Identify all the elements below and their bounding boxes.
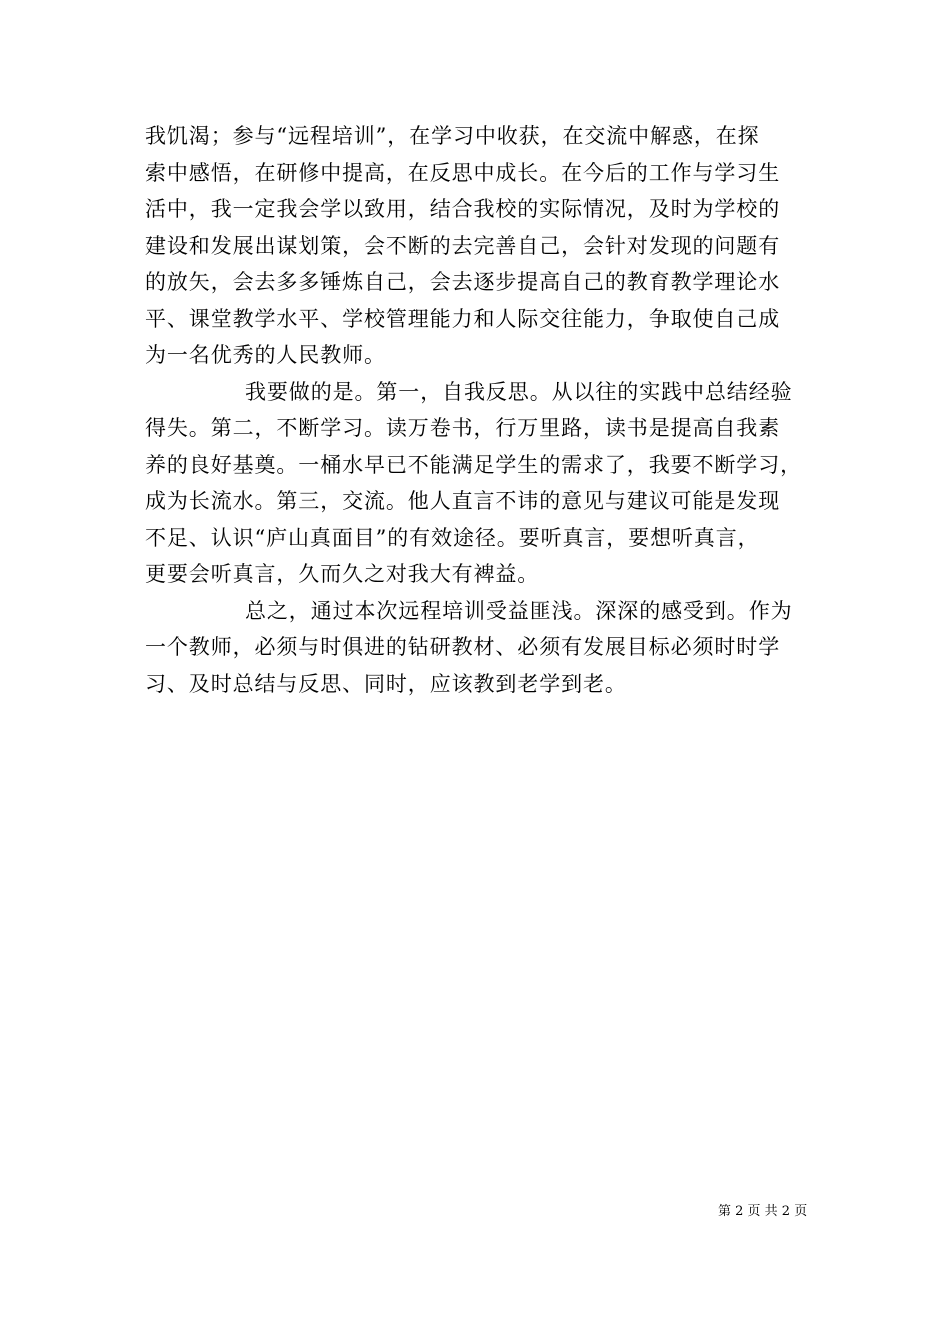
body-text	[145, 118, 815, 702]
paragraph	[145, 118, 815, 374]
text-line: 一个教师，必须与时俱进的钻研教材、必须有发展目标必须时时学	[145, 635, 781, 659]
page-number: 第 2 页 共 2 页	[718, 1204, 808, 1219]
paragraph	[145, 374, 815, 593]
text-line: 总之，通过本次远程培训受益匪浅。深深的感受到。作为	[245, 598, 793, 623]
text-line: 不足、认识“庐山真面目”的有效途径。要听真言，要想听真言，	[145, 525, 760, 550]
text-line: 建设和发展出谋划策，会不断的去完善自己，会针对发现的问题有	[145, 233, 781, 258]
text-line: 活中，我一定我会学以致用，结合我校的实际情况，及时为学校的	[145, 197, 781, 221]
text-line: 养的良好基奠。一桶水早已不能满足学生的需求了，我要不断学习，	[145, 452, 802, 477]
text-line: 我饥渴；参与“远程培训”，在学习中收获，在交流中解惑，在探	[145, 124, 760, 148]
text-line: 我要做的是。第一，自我反思。从以往的实践中总结经验	[245, 379, 793, 404]
paragraph	[145, 593, 815, 703]
text-line: 习、及时总结与反思、同时，应该教到老学到老。	[145, 671, 627, 696]
text-line: 的放矢，会去多多锤炼自己，会去逐步提高自己的教育教学理论水	[145, 270, 781, 294]
text-line: 索中感悟，在研修中提高，在反思中成长。在今后的工作与学习生	[145, 160, 781, 185]
text-line: 平、课堂教学水平、学校管理能力和人际交往能力，争取使自己成	[145, 306, 781, 331]
text-line: 更要会听真言，久而久之对我大有裨益。	[145, 562, 540, 586]
text-line: 为一名优秀的人民教师。	[145, 343, 386, 367]
text-line: 成为长流水。第三，交流。他人直言不讳的意见与建议可能是发现	[145, 489, 781, 513]
text-line: 得失。第二，不断学习。读万卷书，行万里路，读书是提高自我素	[145, 416, 781, 440]
